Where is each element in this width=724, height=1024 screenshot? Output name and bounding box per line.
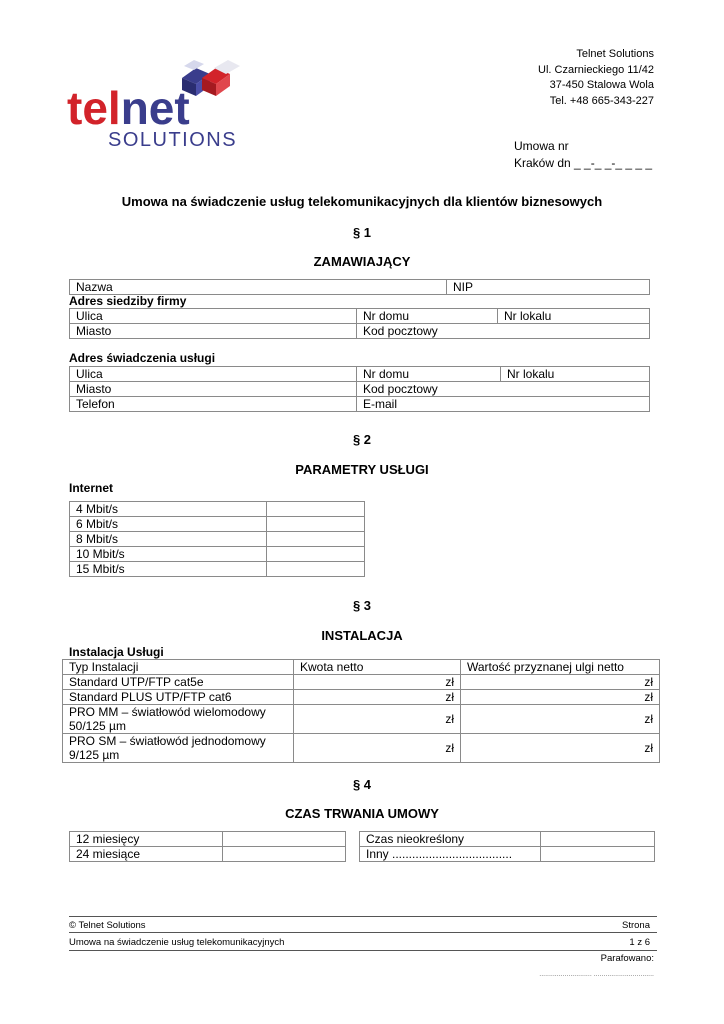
service-city-field[interactable]: Miasto xyxy=(70,382,357,397)
duration-24-months: 24 miesiące xyxy=(70,847,223,862)
speed-option: 6 Mbit/s xyxy=(70,517,267,532)
table-row xyxy=(70,832,346,847)
internet-speed-table xyxy=(69,501,365,577)
net-amount-header: Kwota netto xyxy=(294,660,461,675)
postal-code-field[interactable]: Kod pocztowy xyxy=(357,324,650,339)
section-3-heading: § 3 xyxy=(352,598,372,613)
service-address-label: Adres świadczenia usługi xyxy=(69,351,216,365)
section-2-title: PARAMETRY USŁUGI xyxy=(295,462,429,477)
footer-divider xyxy=(69,916,657,917)
footer-copyright: © Telnet Solutions xyxy=(69,920,146,931)
speed-row xyxy=(70,547,365,562)
footer-page-label: Strona xyxy=(622,920,650,931)
discount-cell[interactable]: zł xyxy=(461,734,660,763)
duration-table-left xyxy=(69,831,346,862)
service-postal-code-field[interactable]: Kod pocztowy xyxy=(357,382,650,397)
table-row xyxy=(63,675,660,690)
table-row xyxy=(70,847,346,862)
speed-option: 10 Mbit/s xyxy=(70,547,267,562)
section-4-title: CZAS TRWANIA UMOWY xyxy=(285,806,439,821)
speed-row xyxy=(70,532,365,547)
speed-option: 15 Mbit/s xyxy=(70,562,267,577)
installation-type: Standard UTP/FTP cat5e xyxy=(63,675,294,690)
speed-row xyxy=(70,562,365,577)
street-field[interactable]: Ulica xyxy=(70,309,357,324)
speed-choice-cell[interactable] xyxy=(267,532,365,547)
speed-choice-cell[interactable] xyxy=(267,517,365,532)
internet-label: Internet xyxy=(69,481,114,495)
net-amount-cell[interactable]: zł xyxy=(294,675,461,690)
contract-place-date: Kraków dn _ _-_ _-_ _ _ _ xyxy=(514,156,653,170)
company-address-table xyxy=(69,308,650,339)
section-1-heading: § 1 xyxy=(352,225,372,240)
net-amount-cell[interactable]: zł xyxy=(294,734,461,763)
service-street-field[interactable]: Ulica xyxy=(70,367,357,382)
net-amount-cell[interactable]: zł xyxy=(294,705,461,734)
duration-choice-cell[interactable] xyxy=(223,847,346,862)
speed-row xyxy=(70,502,365,517)
speed-option: 8 Mbit/s xyxy=(70,532,267,547)
table-row xyxy=(63,690,660,705)
nip-field[interactable]: NIP xyxy=(447,280,650,295)
section-1-title: ZAMAWIAJĄCY xyxy=(313,254,411,269)
footer-doc-name: Umowa na świadczenie usług telekomunikacyjnych xyxy=(69,937,285,948)
speed-choice-cell[interactable] xyxy=(267,562,365,577)
duration-other: Inny .................................... xyxy=(360,847,541,862)
installation-type: Standard PLUS UTP/FTP cat6 xyxy=(63,690,294,705)
footer-divider xyxy=(69,932,657,933)
company-street: Ul. Czarnieckiego 11/42 xyxy=(538,63,654,76)
installation-type: PRO SM – światłowód jednodomowy 9/125 µm xyxy=(63,734,294,763)
document-title: Umowa na świadczenie usług telekomunikacyjnych dla klientów biznesowych xyxy=(121,194,603,209)
house-number-field[interactable]: Nr domu xyxy=(357,309,498,324)
contract-header xyxy=(514,138,652,172)
section-2-heading: § 2 xyxy=(352,432,372,447)
speed-choice-cell[interactable] xyxy=(267,502,365,517)
phone-field[interactable]: Telefon xyxy=(70,397,357,412)
net-amount-cell[interactable]: zł xyxy=(294,690,461,705)
footer-signature-line: ........................... ............................... xyxy=(539,971,654,978)
installation-label: Instalacja Usługi xyxy=(69,645,164,659)
table-row xyxy=(63,705,660,734)
duration-12-months: 12 miesięcy xyxy=(70,832,223,847)
table-row xyxy=(63,734,660,763)
installation-type: PRO MM – światłowód wielomodowy 50/125 µm xyxy=(63,705,294,734)
discount-cell[interactable]: zł xyxy=(461,705,660,734)
discount-cell[interactable]: zł xyxy=(461,675,660,690)
company-phone: Tel. +48 665-343-227 xyxy=(549,94,654,107)
contract-number: Umowa nr xyxy=(514,139,569,153)
footer-divider xyxy=(69,950,657,951)
company-name: Telnet Solutions xyxy=(576,48,654,60)
flat-number-field[interactable]: Nr lokalu xyxy=(498,309,650,324)
section-3-title: INSTALACJA xyxy=(321,628,403,643)
company-city: 37-450 Stalowa Wola xyxy=(549,79,654,91)
duration-table-right xyxy=(359,831,655,862)
discount-header: Wartość przyznanej ulgi netto xyxy=(461,660,660,675)
duration-indefinite: Czas nieokreślony xyxy=(360,832,541,847)
client-name-table xyxy=(69,279,650,295)
city-field[interactable]: Miasto xyxy=(70,324,357,339)
service-house-number-field[interactable]: Nr domu xyxy=(357,367,501,382)
svg-text:telnet: telnet xyxy=(67,82,190,134)
logo-cubes-icon xyxy=(182,60,240,96)
telnet-logo xyxy=(64,56,279,156)
installation-type-header: Typ Instalacji xyxy=(63,660,294,675)
installation-table xyxy=(62,659,660,763)
service-address-table xyxy=(69,366,650,412)
duration-choice-cell[interactable] xyxy=(541,847,655,862)
email-field[interactable]: E-mail xyxy=(357,397,650,412)
table-row xyxy=(360,832,655,847)
service-flat-number-field[interactable]: Nr lokalu xyxy=(501,367,650,382)
speed-option: 4 Mbit/s xyxy=(70,502,267,517)
section-4-heading: § 4 xyxy=(352,777,372,792)
footer-page-number: 1 z 6 xyxy=(629,937,650,948)
duration-choice-cell[interactable] xyxy=(541,832,655,847)
table-row xyxy=(360,847,655,862)
logo-subtitle: SOLUTIONS xyxy=(108,129,238,151)
company-address-label: Adres siedziby firmy xyxy=(69,294,187,308)
speed-row xyxy=(70,517,365,532)
company-info xyxy=(538,47,654,109)
discount-cell[interactable]: zł xyxy=(461,690,660,705)
name-field[interactable]: Nazwa xyxy=(70,280,447,295)
duration-choice-cell[interactable] xyxy=(223,832,346,847)
speed-choice-cell[interactable] xyxy=(267,547,365,562)
footer-initialed: Parafowano: xyxy=(600,953,654,964)
